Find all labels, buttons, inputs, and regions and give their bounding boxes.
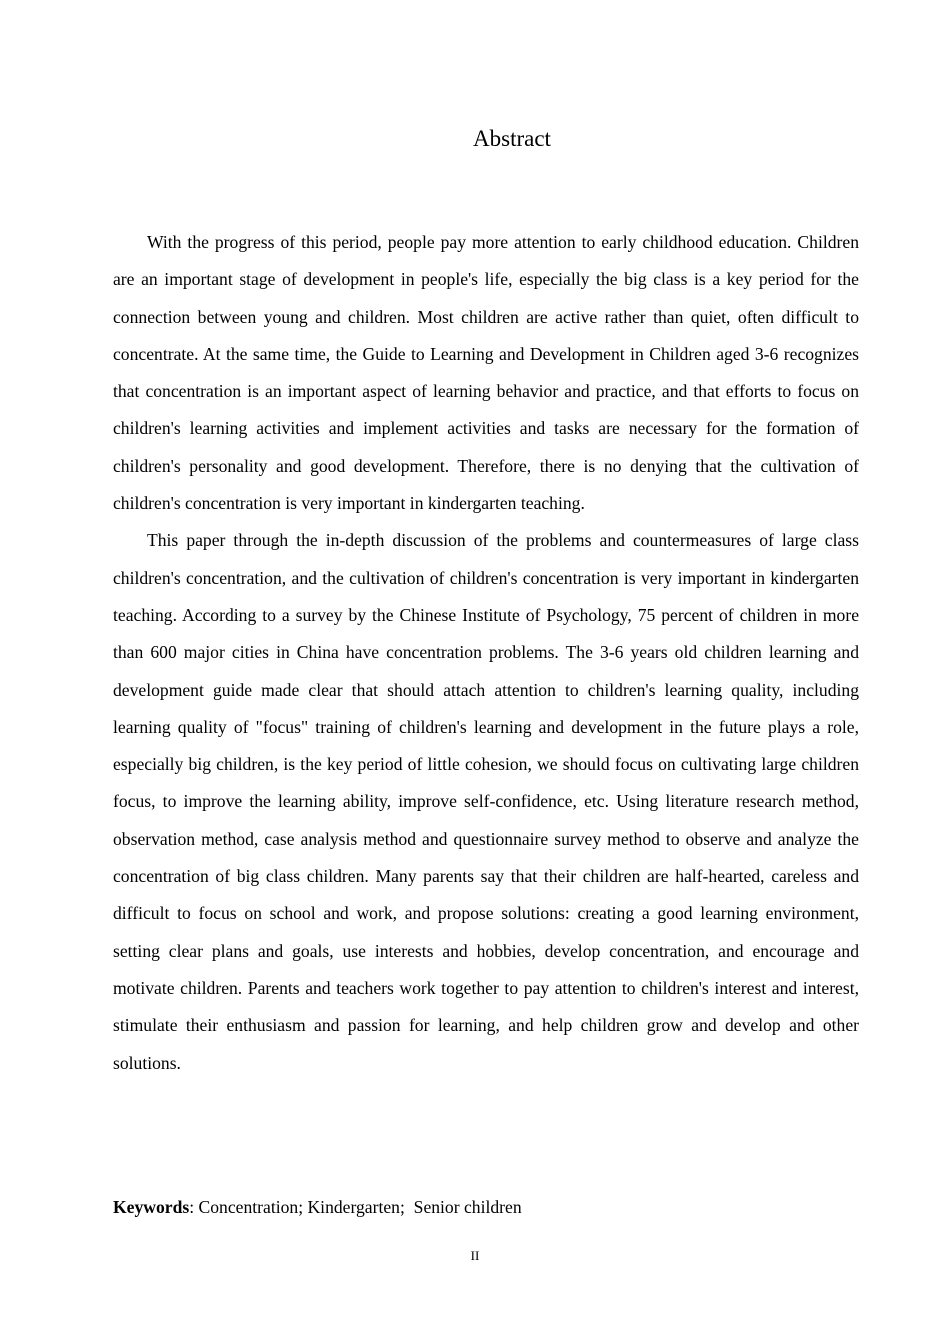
abstract-paragraph-1: With the progress of this period, people pay more attention to early childhood education. Children are an important stage of development in people's life, especially the big class is a key period for the connection between young and children. Most children are active rather than quiet, often difficult to concentrate. At the same time, the Guide to Learning and Development in Children aged 3-6 recognizes that concentration is an important aspect of learning behavior and practice, and that efforts to focus on children's learning activities and implement activities and tasks are necessary for the formation of children's personality and good development. Therefore, there is no denying that the cultivation of children's concentration is very important in kindergarten teaching. (113, 232, 859, 514)
page-number: II (470, 1248, 480, 1263)
abstract-paragraph-2: This paper through the in-depth discussion of the problems and countermeasures of large class children's concentration, and the cultivation of children's concentration is very important in kindergarten teaching. According to a survey by the Chinese Institute of Psychology, 75 percent of children in more than 600 major cities in China have concentration problems. The 3-6 years old children learning and development guide made clear that should attach attention to children's learning quality, including learning quality of "focus" training of children's learning and development in the future plays a role, especially big children, is the key period of little cohesion, we should focus on cultivating large children focus, to improve the learning ability, improve self-confidence, etc. Using literature research method, observation method, case analysis method and questionnaire survey method to observe and analyze the concentration of big class children. Many parents say that their children are half-hearted, careless and difficult to focus on school and work, and propose solutions: creating a good learning environment, setting clear plans and goals, use interests and hobbies, develop concentration, and encourage and motivate children. Parents and teachers work together to pay attention to children's interest and interest, stimulate their enthusiasm and passion for learning, and help children grow and develop and other solutions. (113, 530, 859, 1073)
keywords-line (113, 1192, 859, 1222)
page-title: Abstract (473, 126, 551, 151)
keywords-label: Keywords (113, 1197, 190, 1217)
abstract-body (113, 224, 859, 1082)
keywords-text: : Concentration; Kindergarten; Senior children (189, 1197, 522, 1217)
